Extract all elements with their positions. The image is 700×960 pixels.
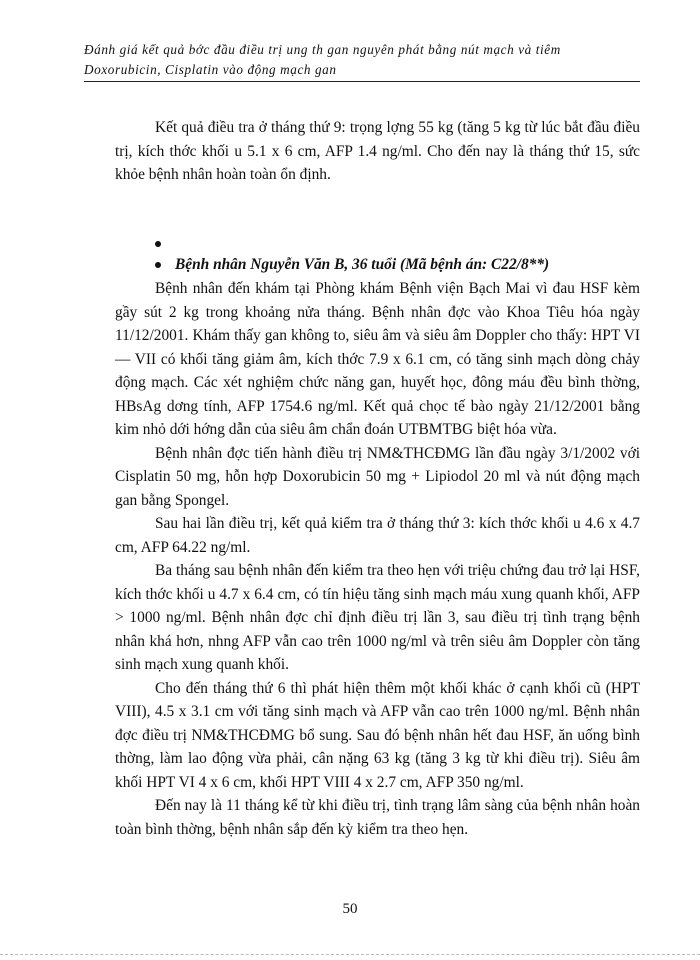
- intro-section: [115, 116, 640, 187]
- running-header-line-1: Đánh giá kết quả bớc đầu điều trị ung th gan nguyên phát bằng nút mạch và tiêm: [84, 42, 561, 57]
- page-number: 50: [342, 901, 358, 917]
- case-paragraph-1: Bệnh nhân đến khám tại Phòng khám Bệnh viện Bạch Mai vì đau HSF kèm gầy sút 2 kg trong khoảng nửa tháng. Bệnh nhân đợc vào Khoa Tiêu hóa ngày 11/12/2001. Khám thấy gan không to, siêu âm và siêu âm Doppler cho thấy: HPT VI — VII có khối tăng giảm âm, kích thớc 7.9 x 6.1 cm, có tăng sinh mạch dòng chảy động mạch. Các xét nghiệm chức năng gan, huyết học, đông máu đều bình thờng, HBsAg dơng tính, AFP 1754.6 ng/ml. Kết quả chọc tế bào ngày 21/12/2001 bằng kim nhỏ dới hớng dẫn của siêu âm chẩn đoán UTBMTBG biệt hóa vừa.: [115, 280, 640, 438]
- running-header-line-2: Doxorubicin, Cisplatin vào động mạch gan: [84, 62, 337, 77]
- bullet-icon: [155, 262, 161, 268]
- page-bottom-edge: [0, 954, 700, 955]
- header-divider: [84, 81, 640, 82]
- patient-heading-line: [155, 254, 549, 276]
- case-paragraph-6: Đến nay là 11 tháng kể từ khi điều trị, tình trạng lâm sàng của bệnh nhân hoàn toàn bình thờng, bệnh nhân sắp đến kỳ kiểm tra theo hẹn.: [115, 797, 640, 838]
- case-paragraph-3: Sau hai lần điều trị, kết quả kiểm tra ở tháng thứ 3: kích thớc khối u 4.6 x 4.7 cm, AFP 64.22 ng/ml.: [115, 515, 640, 556]
- case-body: [115, 277, 640, 841]
- empty-bullet-line: [155, 233, 175, 255]
- case-paragraph-2: Bệnh nhân đợc tiến hành điều trị NM&THCĐMG lần đầu ngày 3/1/2002 với Cisplatin 50 mg, hỗn hợp Doxorubicin 50 mg + Lipiodol 20 ml và nút động mạch gan bằng Spongel.: [115, 444, 640, 509]
- intro-paragraph: Kết quả điều tra ở tháng thứ 9: trọng lợng 55 kg (tăng 5 kg từ lúc bắt đầu điều trị, kích thớc khối u 5.1 x 6 cm, AFP 1.4 ng/ml. Cho đến nay là tháng thứ 15, sức khỏe bệnh nhân hoàn toàn ổn định.: [115, 119, 640, 183]
- case-paragraph-4: Ba tháng sau bệnh nhân đến kiểm tra theo hẹn với triệu chứng đau trở lại HSF, kích thớc khối u 4.7 x 6.4 cm, có tín hiệu tăng sinh mạch máu xung quanh khối, AFP > 1000 ng/ml. Bệnh nhân đợc chỉ định điều trị lần 3, sau điều trị tình trạng bệnh nhân khá hơn, nhng AFP vẫn cao trên 1000 ng/ml và trên siêu âm Doppler còn tăng sinh mạch xung quanh khối.: [115, 562, 640, 673]
- case-paragraph-5: Cho đến tháng thứ 6 thì phát hiện thêm một khối khác ở cạnh khối cũ (HPT VIII), 4.5 x 3.1 cm với tăng sinh mạch và AFP vẫn cao trên 1000 ng/ml. Bệnh nhân đợc điều trị NM&THCĐMG bổ sung. Sau đó bệnh nhân hết đau HSF, ăn uống bình thờng, làm lao động vừa phải, cân nặng 63 kg (tăng 3 kg từ khi điều trị). Siêu âm khối HPT VI 4 x 6 cm, khối HPT VIII 4 x 2.7 cm, AFP 350 ng/ml.: [115, 679, 640, 791]
- patient-heading: Bệnh nhân Nguyễn Văn B, 36 tuổi (Mã bệnh án: C22/8**): [175, 256, 550, 273]
- running-header: [84, 40, 640, 80]
- bullet-icon: [155, 241, 161, 247]
